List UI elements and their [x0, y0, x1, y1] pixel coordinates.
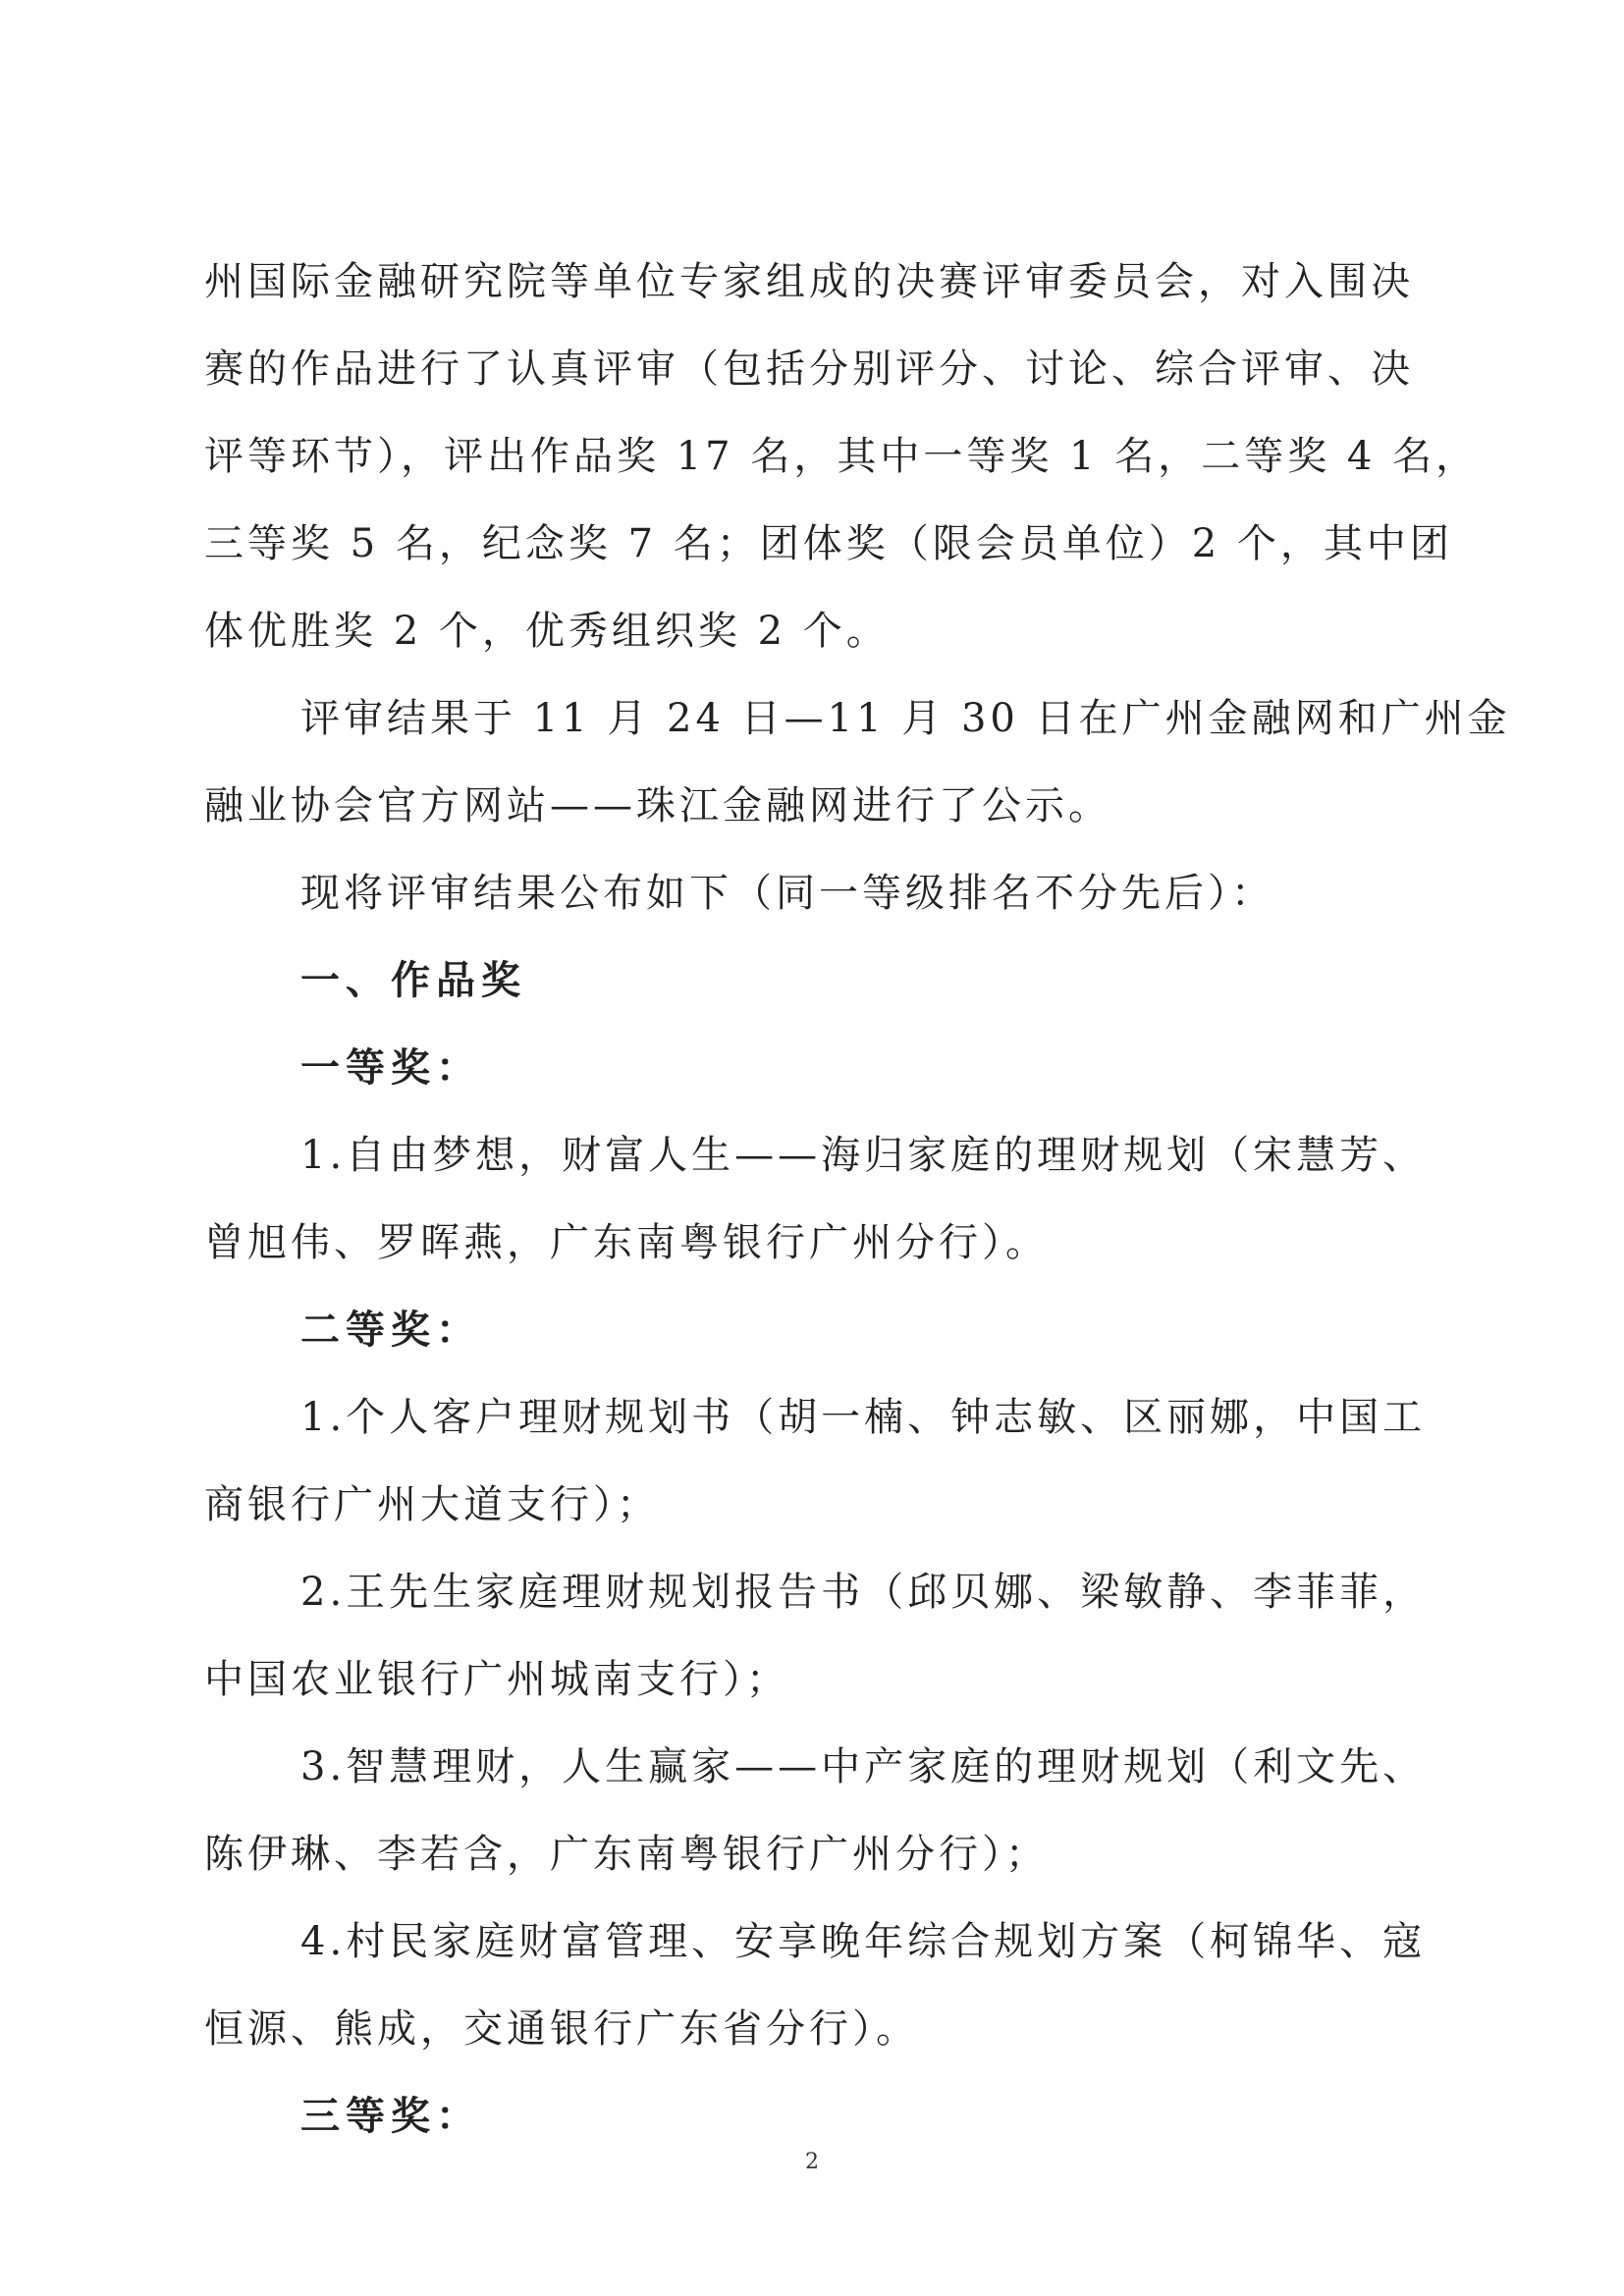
award-entry-line: 3.智慧理财，人生赢家——中产家庭的理财规划（利文先、	[300, 1744, 1427, 1789]
award-entry-line: 1.自由梦想，财富人生——海归家庭的理财规划（宋慧芳、	[300, 1133, 1427, 1178]
award-entry-line: 1.个人客户理财规划书（胡一楠、钟志敏、区丽娜，中国工	[300, 1395, 1427, 1440]
paragraph-line: 州国际金融研究院等单位专家组成的决赛评审委员会，对入围决	[204, 259, 1414, 304]
award-entry-line: 曾旭伟、罗晖燕，广东南粤银行广州分行）。	[204, 1220, 1049, 1265]
paragraph-line: 现将评审结果公布如下（同一等级排名不分先后）：	[300, 871, 1274, 916]
subheading-first-prize: 一等奖：	[300, 1045, 481, 1091]
award-entry-line: 陈伊琳、李若含，广东南粤银行广州分行）；	[204, 1832, 1049, 1877]
paragraph-line: 评审结果于 11 月 24 日—11 月 30 日在广州金融网和广州金	[300, 696, 1511, 741]
award-entry-line: 中国农业银行广州城南支行）；	[204, 1657, 789, 1702]
award-entry-line: 商银行广州大道支行）；	[204, 1482, 660, 1527]
award-entry-line: 恒源、熊成，交通银行广东省分行）。	[204, 2006, 919, 2052]
paragraph-line: 体优胜奖 2 个，优秀组织奖 2 个。	[204, 609, 890, 654]
paragraph-line: 三等奖 5 名，纪念奖 7 名；团体奖（限会员单位）2 个，其中团	[204, 521, 1453, 566]
section-heading-works-award: 一、作品奖	[300, 958, 526, 1003]
subheading-second-prize: 二等奖：	[300, 1308, 481, 1353]
paragraph-line: 评等环节），评出作品奖 17 名，其中一等奖 1 名，二等奖 4 名，	[204, 434, 1480, 479]
award-entry-line: 4.村民家庭财富管理、安享晚年综合规划方案（柯锦华、寇	[300, 1919, 1427, 1964]
page-number: 2	[805, 2150, 819, 2174]
award-entry-line: 2.王先生家庭理财规划报告书（邱贝娜、梁敏静、李菲菲，	[300, 1570, 1427, 1615]
paragraph-line: 赛的作品进行了认真评审（包括分别评分、讨论、综合评审、决	[204, 347, 1414, 392]
paragraph-line: 融业协会官方网站——珠江金融网进行了公示。	[204, 783, 1111, 828]
subheading-third-prize: 三等奖：	[300, 2094, 481, 2139]
